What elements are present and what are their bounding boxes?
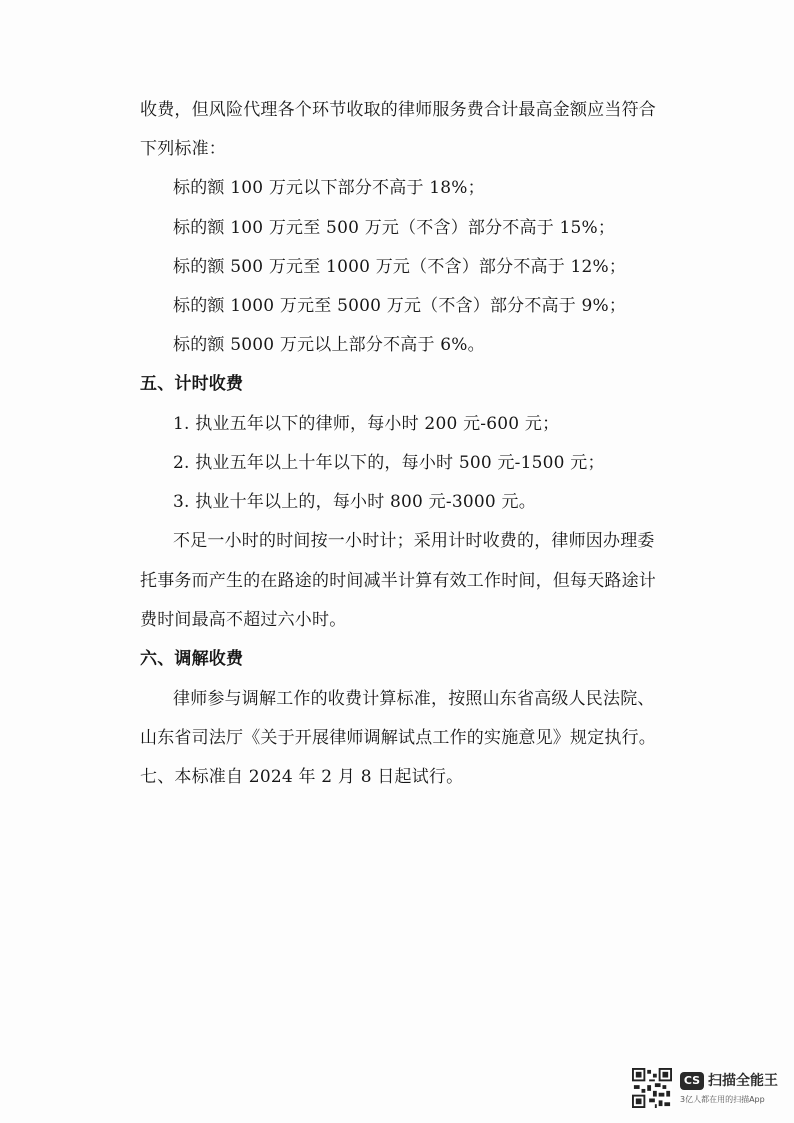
app-name: 扫描全能王 xyxy=(708,1073,778,1089)
paragraph-line: 收费，但风险代理各个环节收取的律师服务费合计最高金额应当符合 xyxy=(140,100,656,120)
list-item: 标的额 1000 万元至 5000 万元（不含）部分不高于 9%； xyxy=(173,296,627,316)
paragraph-line: 费时间最高不超过六小时。 xyxy=(140,610,347,630)
qr-code-icon xyxy=(632,1068,672,1108)
paragraph-line: 不足一小时的时间按一小时计；采用计时收费的，律师因办理委 xyxy=(173,531,655,551)
list-item: 标的额 500 万元至 1000 万元（不含）部分不高于 12%； xyxy=(173,257,627,277)
scanner-watermark xyxy=(632,1068,782,1112)
section-heading: 五、计时收费 xyxy=(140,374,244,394)
section-heading: 六、调解收费 xyxy=(140,649,244,669)
list-item: 标的额 100 万元以下部分不高于 18%； xyxy=(173,178,485,198)
camscanner-logo: CS xyxy=(680,1072,704,1090)
list-item: 标的额 5000 万元以上部分不高于 6%。 xyxy=(173,335,485,355)
closing-line: 七、本标准自 2024 年 2 月 8 日起试行。 xyxy=(140,767,464,787)
paragraph-line: 律师参与调解工作的收费计算标准，按照山东省高级人民法院、 xyxy=(173,689,655,709)
paragraph-line: 托事务而产生的在路途的时间减半计算有效工作时间，但每天路途计 xyxy=(140,571,656,591)
list-item: 标的额 100 万元至 500 万元（不含）部分不高于 15%； xyxy=(173,218,616,238)
paragraph-line: 下列标准： xyxy=(140,139,226,159)
app-tagline: 3亿人都在用的扫描App xyxy=(680,1095,765,1104)
list-item: 1. 执业五年以下的律师，每小时 200 元-600 元； xyxy=(173,414,560,434)
list-item: 2. 执业五年以上十年以下的，每小时 500 元-1500 元； xyxy=(173,453,605,473)
list-item: 3. 执业十年以上的，每小时 800 元-3000 元。 xyxy=(173,492,536,512)
paragraph-line: 山东省司法厅《关于开展律师调解试点工作的实施意见》规定执行。 xyxy=(140,728,656,748)
